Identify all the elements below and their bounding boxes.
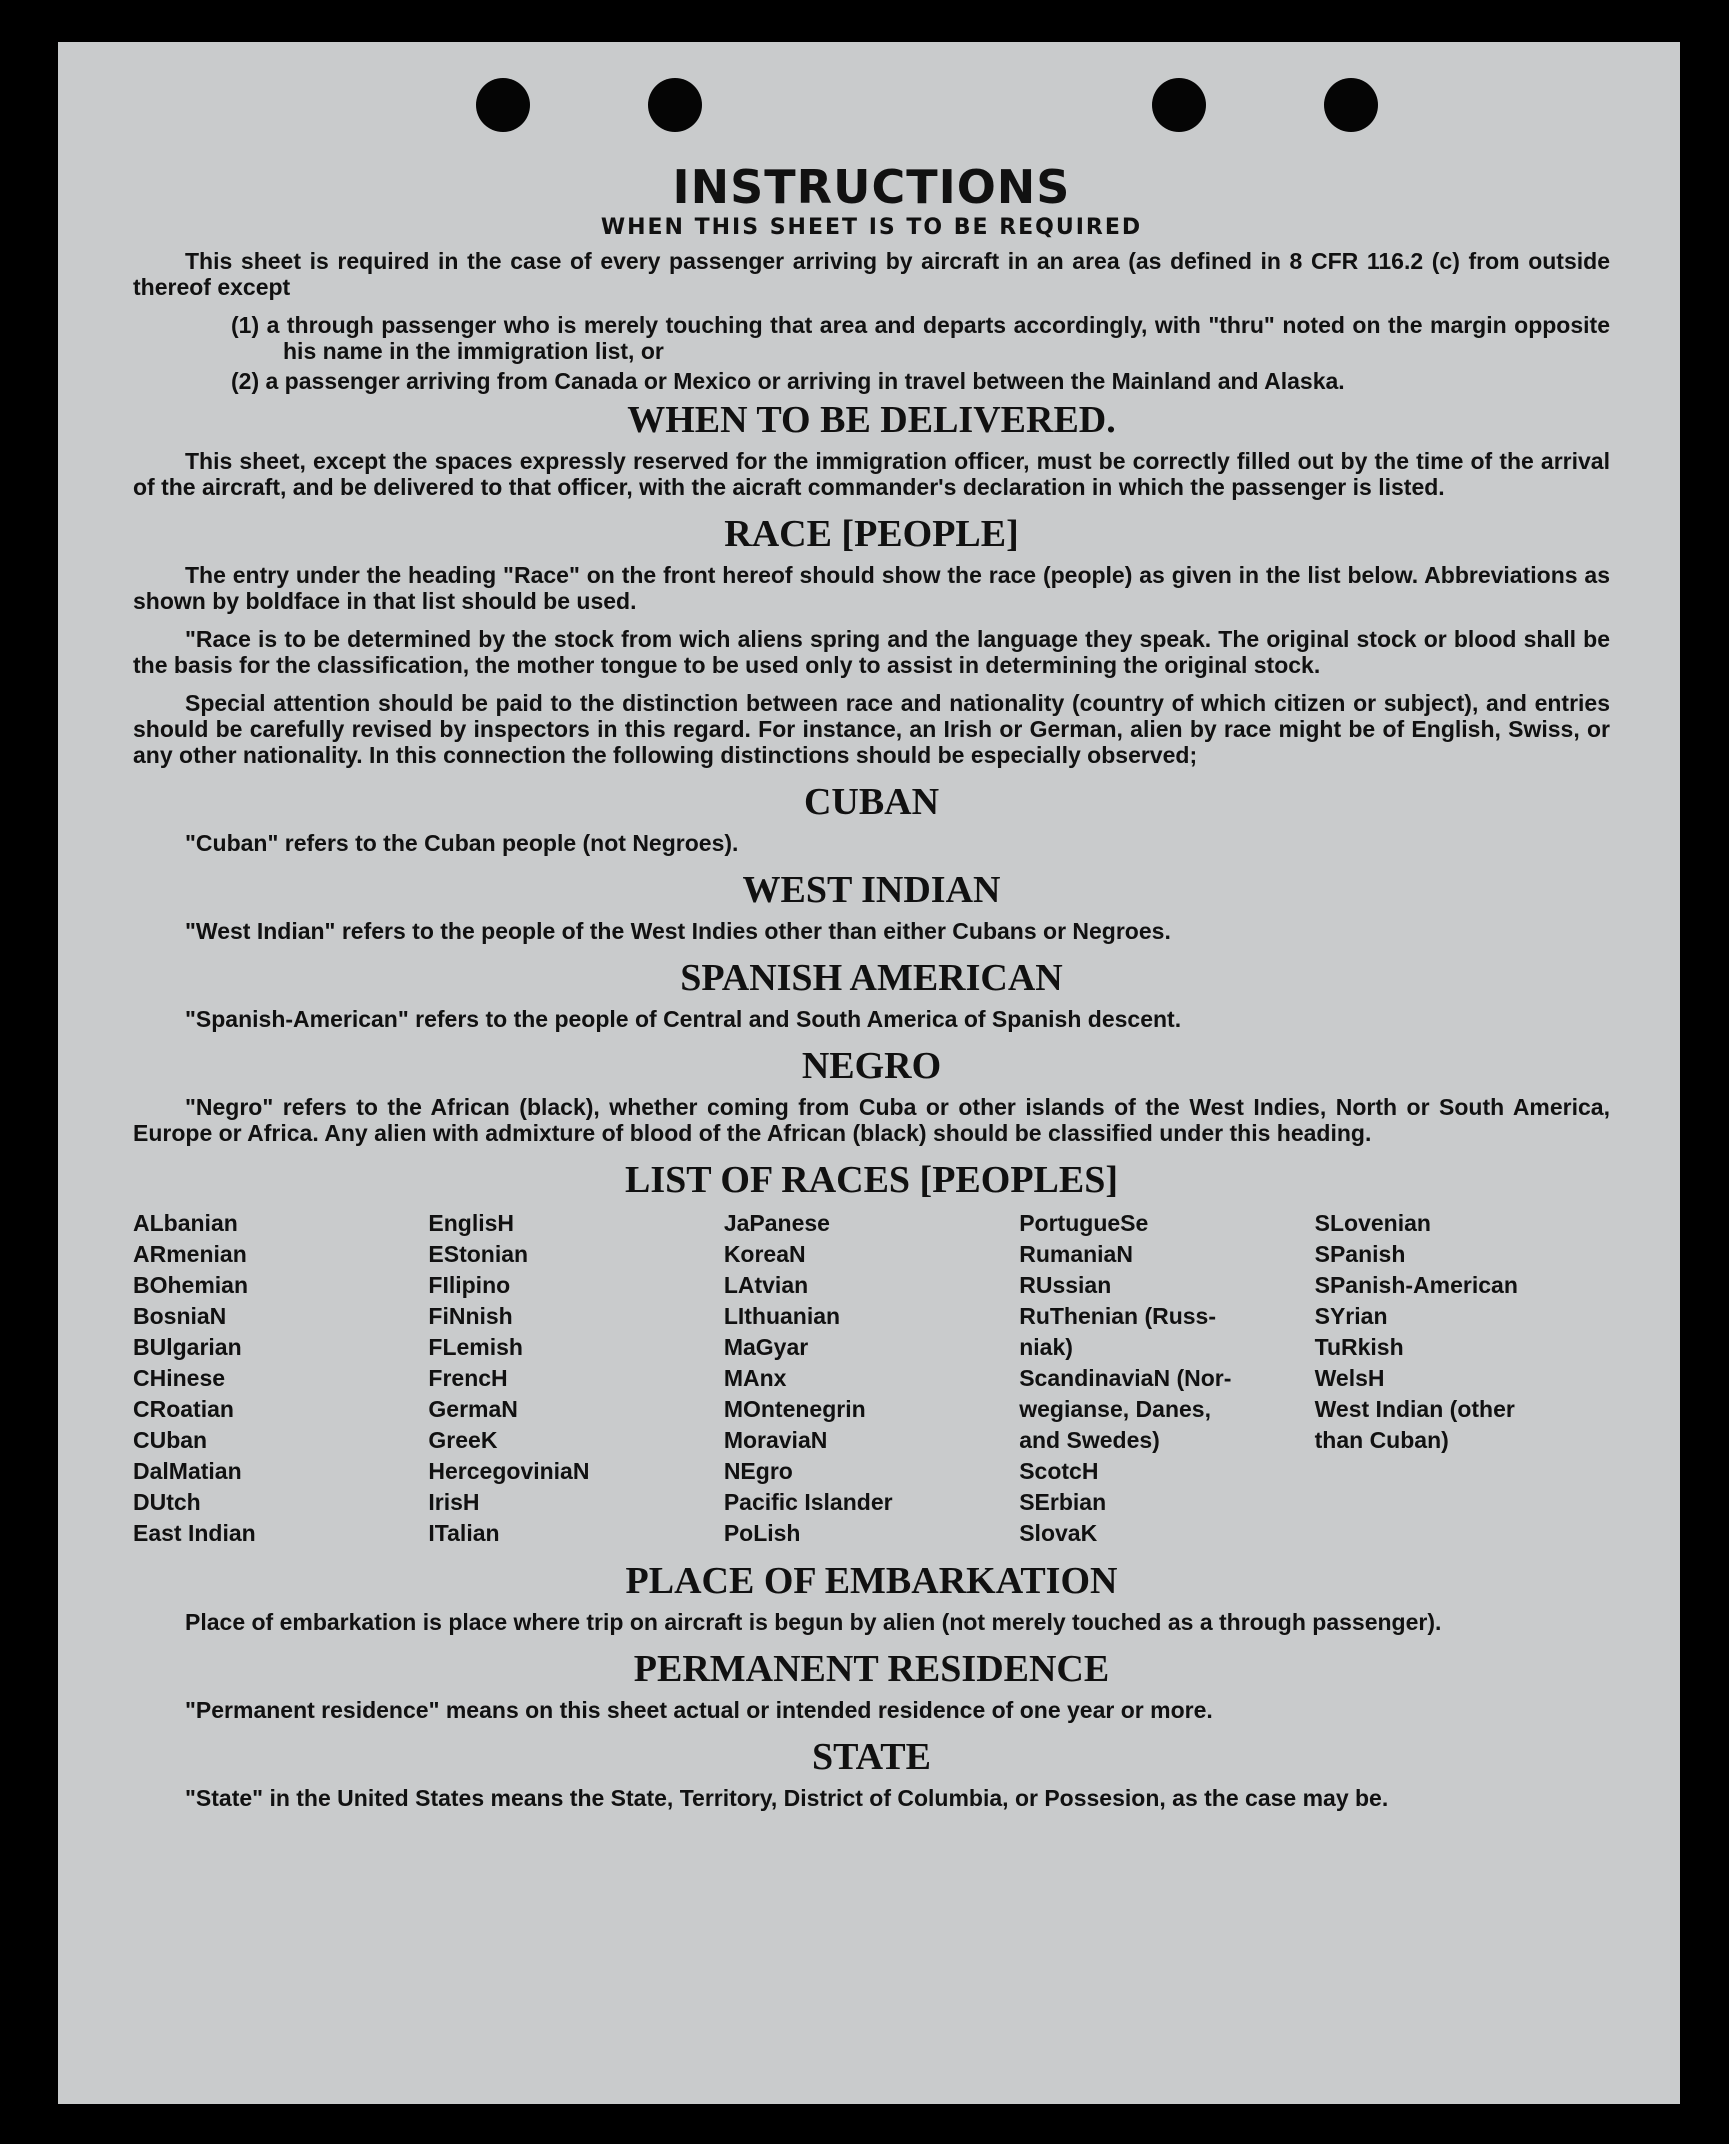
- state-heading: STATE: [812, 1736, 931, 1778]
- race-item: ITalian: [428, 1520, 500, 1546]
- page-subtitle: WHEN THIS SHEET IS TO BE REQUIRED: [600, 215, 1143, 240]
- punch-hole: [1324, 78, 1378, 132]
- when-delivered-heading: WHEN TO BE DELIVERED.: [627, 399, 1116, 441]
- race-item: MAnx: [723, 1365, 787, 1391]
- races-column: [724, 1208, 1019, 1549]
- race-item: FIlipino: [428, 1272, 511, 1298]
- west-indian-heading: WEST INDIAN: [742, 869, 1001, 911]
- race-item: RuThenian (Russ- niak): [1019, 1303, 1216, 1360]
- race-item: BosniaN: [133, 1303, 227, 1329]
- race-item: CHinese: [133, 1365, 226, 1391]
- cuban-text: "Cuban" refers to the Cuban people (not Negroes).: [185, 830, 739, 856]
- race-item: HercegoviniaN: [428, 1458, 590, 1484]
- race-item: FrencH: [428, 1365, 508, 1391]
- race-item: MoraviaN: [723, 1427, 828, 1453]
- race-item: LAtvian: [723, 1272, 809, 1298]
- race-item: EnglisH: [428, 1210, 515, 1236]
- race-item: PortugueSe: [1019, 1210, 1149, 1236]
- place-of-embarkation-text: Place of embarkation is place where trip on aircraft is begun by alien (not merely touched as a through passenger).: [185, 1609, 1442, 1635]
- race-item: NEgro: [723, 1458, 793, 1484]
- state-text: "State" in the United States means the State, Territory, District of Columbia, or Possesion, as the case may be.: [185, 1785, 1389, 1811]
- race-item: ScotcH: [1019, 1458, 1099, 1484]
- race-item: Pacific Islander: [723, 1489, 893, 1515]
- race-heading: RACE [PEOPLE]: [724, 513, 1019, 555]
- page-title: INSTRUCTIONS: [672, 160, 1071, 214]
- race-item: SErbian: [1019, 1489, 1107, 1515]
- race-item: GermaN: [428, 1396, 518, 1422]
- permanent-residence-heading: PERMANENT RESIDENCE: [633, 1648, 1110, 1690]
- list-of-races-heading: LIST OF RACES [PEOPLES]: [624, 1159, 1119, 1201]
- exception-1: (1) a through passenger who is merely touching that area and departs accordingly, with "thru" noted on the margin opposite his name in the immigration list, or: [231, 312, 1610, 364]
- race-item: West Indian (other than Cuban): [1314, 1396, 1515, 1453]
- races-list: [133, 1208, 1610, 1549]
- race-item: BUlgarian: [133, 1334, 242, 1360]
- permanent-residence-text: "Permanent residence" means on this sheet actual or intended residence of one year or more.: [185, 1697, 1213, 1723]
- race-item: FLemish: [428, 1334, 523, 1360]
- race-item: CUban: [133, 1427, 208, 1453]
- punch-hole: [1152, 78, 1206, 132]
- race-paragraph-3: Special attention should be paid to the distinction between race and nationality (country of which citizen or subject), and entries should be carefully revised by inspectors in this regard. For instance, an Irish or German, alien by race might be of English, Swiss, or any other nationality. In this connection the following distinctions should be especially observed;: [133, 690, 1610, 768]
- race-item: IrisH: [428, 1489, 480, 1515]
- race-item: KoreaN: [723, 1241, 806, 1267]
- negro-heading: NEGRO: [801, 1045, 942, 1087]
- race-item: RumaniaN: [1019, 1241, 1133, 1267]
- race-item: CRoatian: [133, 1396, 234, 1422]
- spanish-american-text: "Spanish-American" refers to the people of Central and South America of Spanish descent.: [185, 1006, 1182, 1032]
- when-delivered-text: This sheet, except the spaces expressly reserved for the immigration officer, must be correctly filled out by the time of the arrival of the aircraft, and be delivered to that officer, with the aicraft commander's declaration in which the passenger is listed.: [133, 448, 1610, 500]
- race-item: SlovaK: [1019, 1520, 1098, 1546]
- race-item: GreeK: [428, 1427, 498, 1453]
- race-paragraph-1: The entry under the heading "Race" on the front hereof should show the race (people) as given in the list below. Abbreviations as shown by boldface in that list should be used.: [133, 562, 1610, 614]
- race-item: DalMatian: [133, 1458, 242, 1484]
- races-column: [133, 1208, 428, 1549]
- race-item: DUtch: [133, 1489, 201, 1515]
- race-item: TuRkish: [1314, 1334, 1404, 1360]
- race-item: ALbanian: [133, 1210, 238, 1236]
- race-item: PoLish: [723, 1520, 801, 1546]
- race-item: ARmenian: [133, 1241, 247, 1267]
- races-column: [1019, 1208, 1314, 1549]
- race-item: WelsH: [1314, 1365, 1385, 1391]
- negro-text: "Negro" refers to the African (black), whether coming from Cuba or other islands of the West Indies, North or South America, Europe or Africa. Any alien with admixture of blood of the African (black) should be classified under this heading.: [133, 1094, 1610, 1146]
- west-indian-text: "West Indian" refers to the people of the West Indies other than either Cubans or Negroes.: [185, 918, 1171, 944]
- race-item: SYrian: [1314, 1303, 1388, 1329]
- when-required-intro: This sheet is required in the case of every passenger arriving by aircraft in an area (as defined in 8 CFR 116.2 (c) from outside thereof except: [133, 248, 1610, 300]
- race-item: ScandinaviaN (Nor- wegianse, Danes, and Swedes): [1019, 1365, 1232, 1453]
- races-column: [428, 1208, 723, 1549]
- race-item: BOhemian: [133, 1272, 249, 1298]
- race-item: RUssian: [1019, 1272, 1112, 1298]
- race-item: MOntenegrin: [723, 1396, 866, 1422]
- exception-2: (2) a passenger arriving from Canada or Mexico or arriving in travel between the Mainland and Alaska.: [231, 368, 1345, 394]
- race-paragraph-2: "Race is to be determined by the stock from wich aliens spring and the language they speak. The original stock or blood shall be the basis for the classification, the mother tongue to be used only to assist in determining the original stock.: [133, 626, 1610, 678]
- instruction-sheet: [58, 42, 1680, 2104]
- spanish-american-heading: SPANISH AMERICAN: [680, 957, 1063, 999]
- race-item: FiNnish: [428, 1303, 513, 1329]
- punch-hole: [476, 78, 530, 132]
- race-item: LIthuanian: [723, 1303, 841, 1329]
- race-item: East Indian: [133, 1520, 256, 1546]
- race-item: SPanish: [1314, 1241, 1406, 1267]
- race-item: EStonian: [428, 1241, 529, 1267]
- cuban-heading: CUBAN: [803, 781, 940, 823]
- punch-hole: [648, 78, 702, 132]
- place-of-embarkation-heading: PLACE OF EMBARKATION: [625, 1560, 1118, 1602]
- race-item: SLovenian: [1314, 1210, 1431, 1236]
- race-item: JaPanese: [723, 1210, 830, 1236]
- races-column: [1315, 1208, 1610, 1549]
- race-item: SPanish-American: [1314, 1272, 1518, 1298]
- race-item: MaGyar: [723, 1334, 809, 1360]
